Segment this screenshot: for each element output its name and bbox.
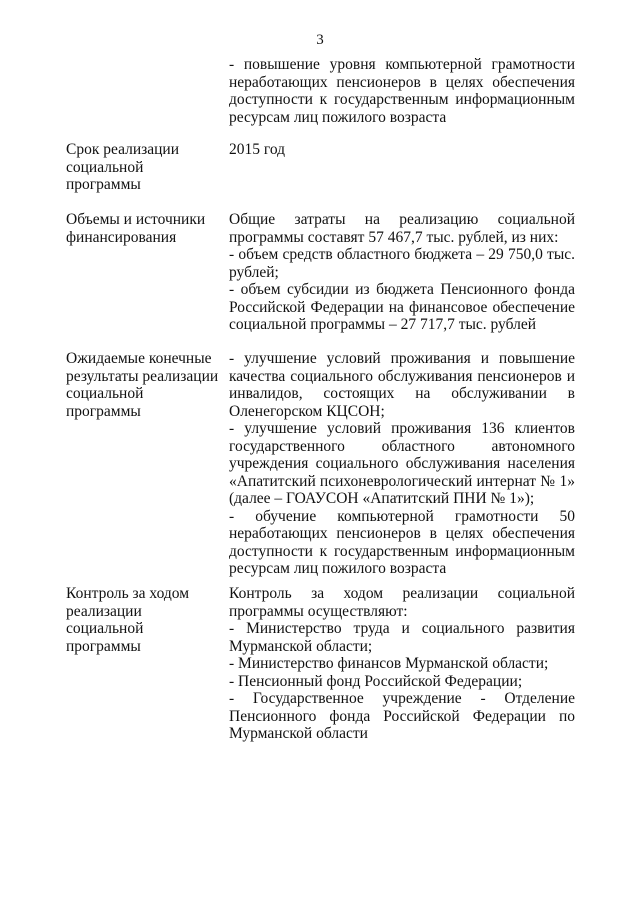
- label-line: финансирования: [66, 228, 177, 246]
- content-paragraph: - улучшение условий проживания 136 клиентов государственного областного автономного учреждения социального обслуживания населения «Апатитский психоневрологический интернат № 1» (далее – ГОАУСОН «Апатитский ПНИ № 1»);: [229, 420, 575, 507]
- content-paragraph: - Министерство труда и социального развития Мурманской области;: [229, 620, 575, 655]
- row-control: [66, 585, 575, 745]
- row-funding: [66, 211, 575, 335]
- row-term: [66, 141, 575, 195]
- label-line: социальной: [66, 385, 144, 402]
- row-results: [66, 350, 575, 580]
- row-label: [66, 350, 226, 420]
- row-label: [66, 141, 226, 194]
- label-line: программы: [66, 176, 141, 193]
- content-paragraph: - объем субсидии из бюджета Пенсионного фонда Российской Федерации на финансовое обеспечение социальной программы – 27 717,7 тыс. рублей: [229, 281, 575, 333]
- content-paragraph: - улучшение условий проживания и повышение качества социального обслуживания пенсионеров и инвалидов, состоящих на обслуживании в Оленегорском КЦСОН;: [229, 350, 575, 420]
- label-line: реализации: [66, 602, 142, 620]
- label-line: Ожидаемые конечные: [66, 350, 212, 367]
- row-label: [66, 585, 226, 655]
- row-label: [66, 211, 226, 246]
- label-line: Срок реализации: [66, 141, 179, 158]
- row-content: [229, 350, 575, 578]
- content-paragraph: Контроль за ходом реализации социальной программы осуществляют:: [229, 585, 575, 620]
- label-line: результаты реализации: [66, 367, 219, 385]
- row-content: [229, 141, 575, 159]
- label-line: социальной: [66, 620, 144, 637]
- page-number: 3: [316, 32, 324, 48]
- continuation-block: [229, 56, 575, 126]
- label-line: программы: [66, 402, 141, 420]
- content-paragraph: - Пенсионный фонд Российской Федерации;: [229, 672, 523, 690]
- continuation-paragraph: - повышение уровня компьютерной грамотности неработающих пенсионеров в целях обеспечения доступности к государственным информационным ресурсам лиц пожилого возраста: [229, 56, 575, 126]
- row-content: [229, 211, 575, 334]
- label-line: Контроль за ходом: [66, 585, 190, 602]
- content-paragraph: - обучение компьютерной грамотности 50 неработающих пенсионеров в целях обеспечения доступности к государственным информационным ресурсам лиц пожилого возраста: [229, 507, 575, 577]
- label-line: Объемы и источники: [66, 211, 206, 228]
- content-paragraph: - Министерство финансов Мурманской области;: [229, 655, 549, 672]
- content-paragraph: 2015 год: [229, 141, 286, 158]
- content-paragraph: - объем средств областного бюджета – 29 750,0 тыс. рублей;: [229, 246, 575, 281]
- label-line: социальной: [66, 158, 144, 176]
- row-content: [229, 585, 575, 743]
- content-paragraph: - Государственное учреждение - Отделение Пенсионного фонда Российской Федерации по Мурманской области: [229, 690, 575, 742]
- label-line: программы: [66, 637, 141, 655]
- content-paragraph: Общие затраты на реализацию социальной программы составят 57 467,7 тыс. рублей, из них:: [229, 211, 575, 246]
